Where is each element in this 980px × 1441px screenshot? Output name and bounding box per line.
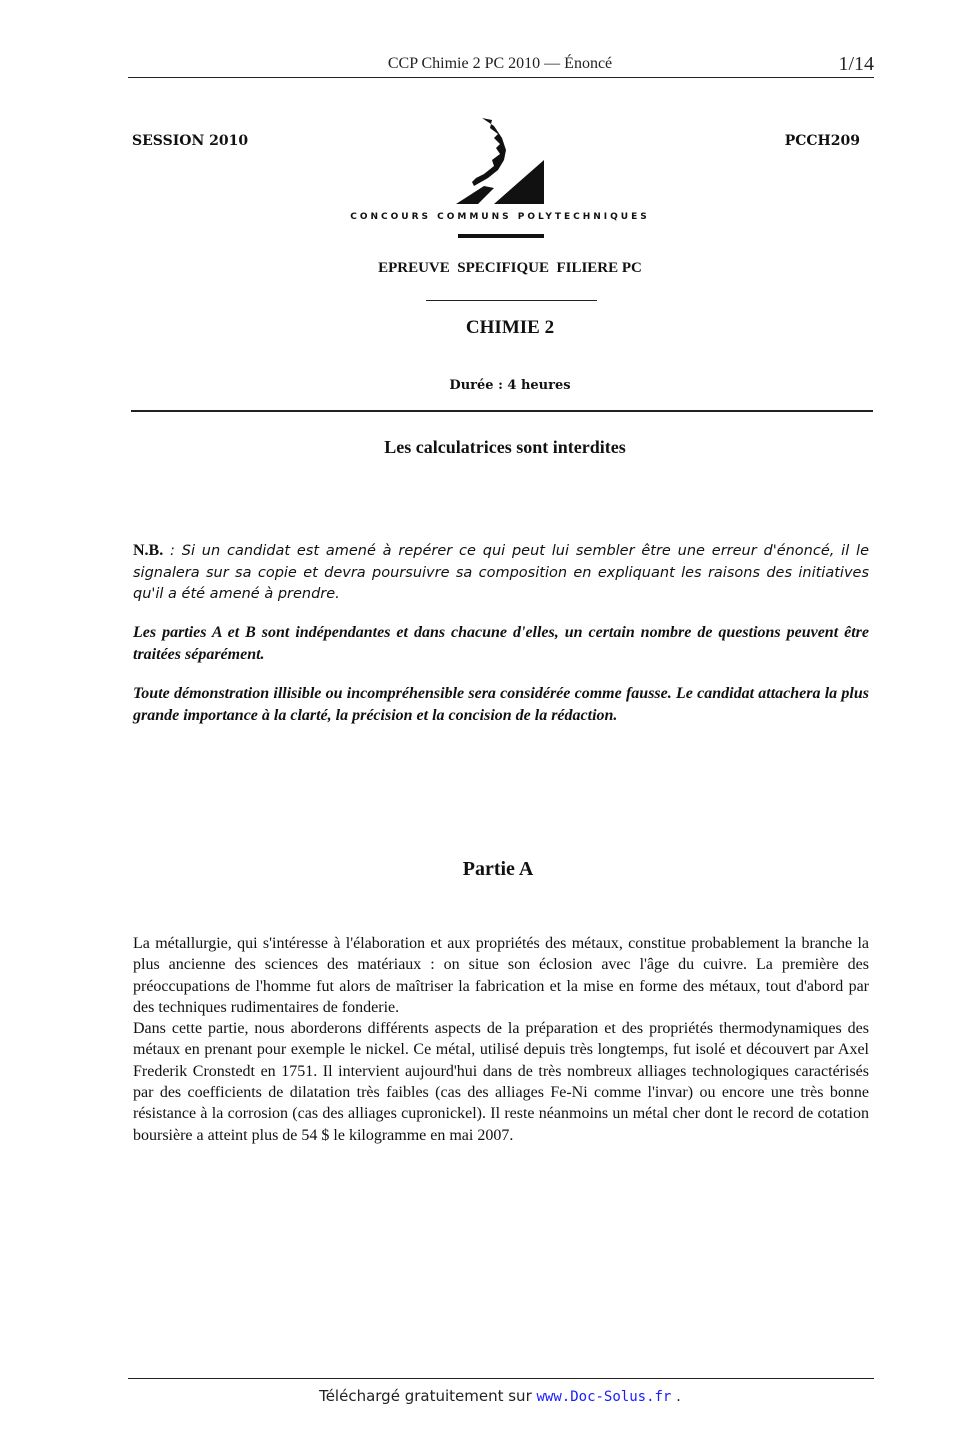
header-rule: [128, 77, 874, 78]
session-label: SESSION 2010: [132, 133, 249, 149]
nb-text: : Si un candidat est amené à repérer ce qui peut lui sembler être une erreur d'énoncé, il le signalera sur sa copie et devra poursuivre sa composition en expliquant les raisons des initiatives qu'il a été amené à prendre.: [133, 543, 869, 602]
exam-duration: Durée : 4 heures: [449, 378, 571, 393]
exam-track: EPREUVE SPECIFIQUE FILIERE PC: [378, 260, 642, 276]
exam-code: PCCH209: [784, 133, 860, 149]
intro-paragraph-1: La métallurgie, qui s'intéresse à l'élaboration et aux propriétés des métaux, constitue probablement la branche la plus ancienne des sciences des matériaux : on situe son éclosion avec l'âge du cuivre. La première des préoccupations de l'homme fut alors de maîtriser la fabrication et la mise en forme des métaux, tout d'abord par des techniques rudimentaires de fonderie.: [133, 935, 869, 1016]
long-divider: [131, 410, 873, 412]
footer-link[interactable]: www.Doc-Solus.fr: [536, 1389, 672, 1405]
nb-paragraph: [133, 540, 869, 606]
logo-profile: [472, 118, 506, 186]
header-title: CCP Chimie 2 PC 2010 — Énoncé: [387, 55, 613, 72]
intro-paragraph-2: Dans cette partie, nous aborderons différents aspects de la préparation et des propriétés thermodynamiques des métaux en prenant pour exemple le nickel. Ce métal, utilisé depuis très longtemps, fut isolé et découvert par Axel Frederik Cronstedt en 1751. Il intervient aujourd'hui dans de très nombreux alliages technologiques caractérisés par des coefficients de dilatation très faibles (cas des alliages Fe-Ni comme l'invar) ou encore une très bonne résistance à la corrosion (cas des alliages cupronickel). Il reste néanmoins un métal cher dont le record de cotation boursière a atteint plus de 54 $ le kilogramme en mai 2007.: [133, 1020, 869, 1144]
footer-prefix: Téléchargé gratuitement sur: [319, 1387, 537, 1405]
footer-suffix: .: [671, 1387, 681, 1405]
page-number: 1/14: [838, 53, 874, 75]
logo-text: CONCOURS COMMUNS POLYTECHNIQUES: [350, 212, 650, 222]
logo-base: [456, 186, 494, 204]
independence-note: Les parties A et B sont indépendantes et dans chacune d'elles, un certain nombre de questions peuvent être traitées séparément.: [133, 624, 869, 663]
subject-title: CHIMIE 2: [465, 317, 555, 338]
ccp-logo: [454, 116, 550, 212]
footer-rule: [128, 1378, 874, 1379]
section-title: Partie A: [462, 858, 534, 880]
presentation-note: Toute démonstration illisible ou incompréhensible sera considérée comme fausse. Le candidat attachera la plus grande importance à la clarté, la précision et la concision de la rédaction.: [133, 685, 869, 724]
footer: [0, 1387, 980, 1405]
intro-text: [133, 933, 869, 1146]
logo-bar: [458, 234, 544, 238]
calculator-notice: Les calculatrices sont interdites: [384, 437, 626, 457]
nb-label: N.B.: [133, 542, 164, 559]
short-divider: [426, 300, 597, 301]
logo-triangle: [494, 160, 544, 204]
